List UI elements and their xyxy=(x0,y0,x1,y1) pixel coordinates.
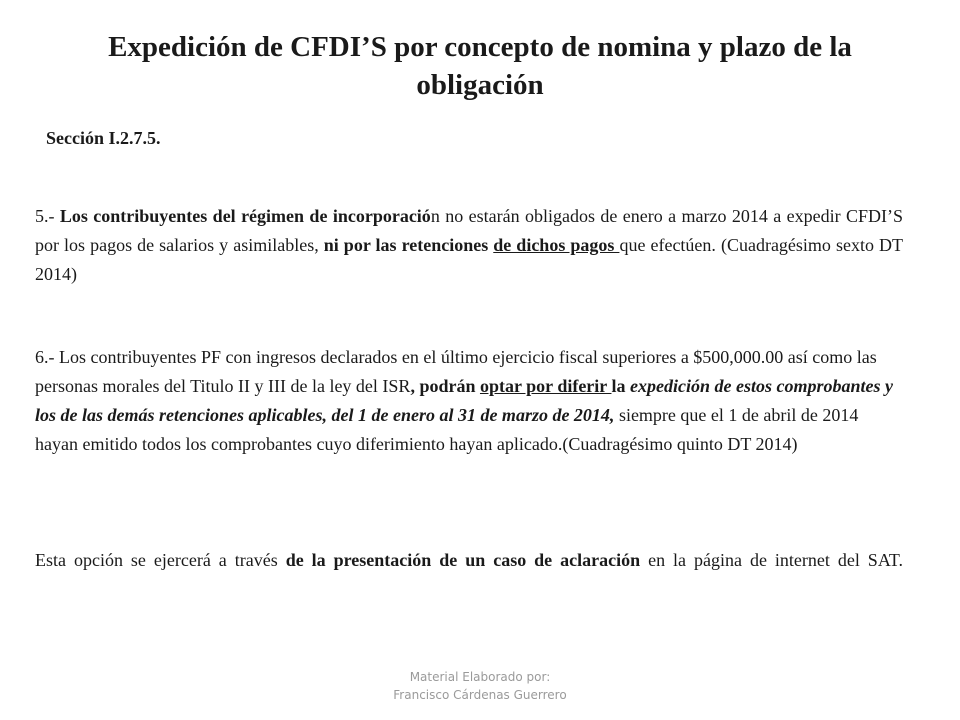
p6-reference: siempre que el 1 de abril de 2014 hayan emitido todos los comprobantes cuyo diferimiento hayan aplicado.(Cuadragésimo quinto DT 2014) xyxy=(35,405,859,454)
paragraph-option xyxy=(35,546,903,604)
p6-bold-la: la xyxy=(611,376,630,396)
p7-bold-aclaracion: de la presentación de un caso de aclaración xyxy=(285,550,641,570)
footer-line-1: Material Elaborado por: xyxy=(409,670,551,684)
slide-title xyxy=(0,28,960,104)
section-heading: Sección I.2.7.5. xyxy=(46,128,161,148)
p6-bold-podran: , podrán xyxy=(410,376,480,396)
p7-text: Esta opción se ejercerá a través xyxy=(35,550,286,570)
p5-text: n no estarán obligados de enero a marzo 2014 a expedir CFDI’S por los pagos de salarios y asimilables, xyxy=(35,206,903,255)
p6-text: 6.- Los contribuyentes PF con ingresos declarados en el último ejercicio fiscal superiores a $500,000.00 así como las personas morales del Titulo II y III de la ley del ISR xyxy=(35,347,877,396)
title-line-1: Expedición de CFDI’S por concepto de nomina y plazo de la xyxy=(108,31,852,63)
p6-italic-expedicion: expedición de estos comprobantes y los de las demás retenciones aplicables, del 1 de enero al 31 de marzo de 2014, xyxy=(35,376,893,425)
paragraph-6 xyxy=(35,343,903,459)
paragraph-5 xyxy=(35,202,903,318)
p5-number: 5.- xyxy=(35,206,60,226)
footer-line-2: Francisco Cárdenas Guerrero xyxy=(393,688,567,702)
title-line-2: obligación xyxy=(416,69,544,101)
p5-underlined-pagos: de dichos pagos xyxy=(493,235,620,255)
p5-reference: que efectúen. (Cuadragésimo sexto DT 2014) xyxy=(35,235,904,284)
footer-credit xyxy=(0,668,960,704)
p6-underlined-diferir: optar por diferir xyxy=(479,376,612,396)
p5-bold-subject: Los contribuyentes del régimen de incorporació xyxy=(59,206,431,226)
p7-end: en la página de internet del SAT. xyxy=(640,550,903,570)
p5-bold-retenciones: ni por las retenciones xyxy=(323,235,494,255)
